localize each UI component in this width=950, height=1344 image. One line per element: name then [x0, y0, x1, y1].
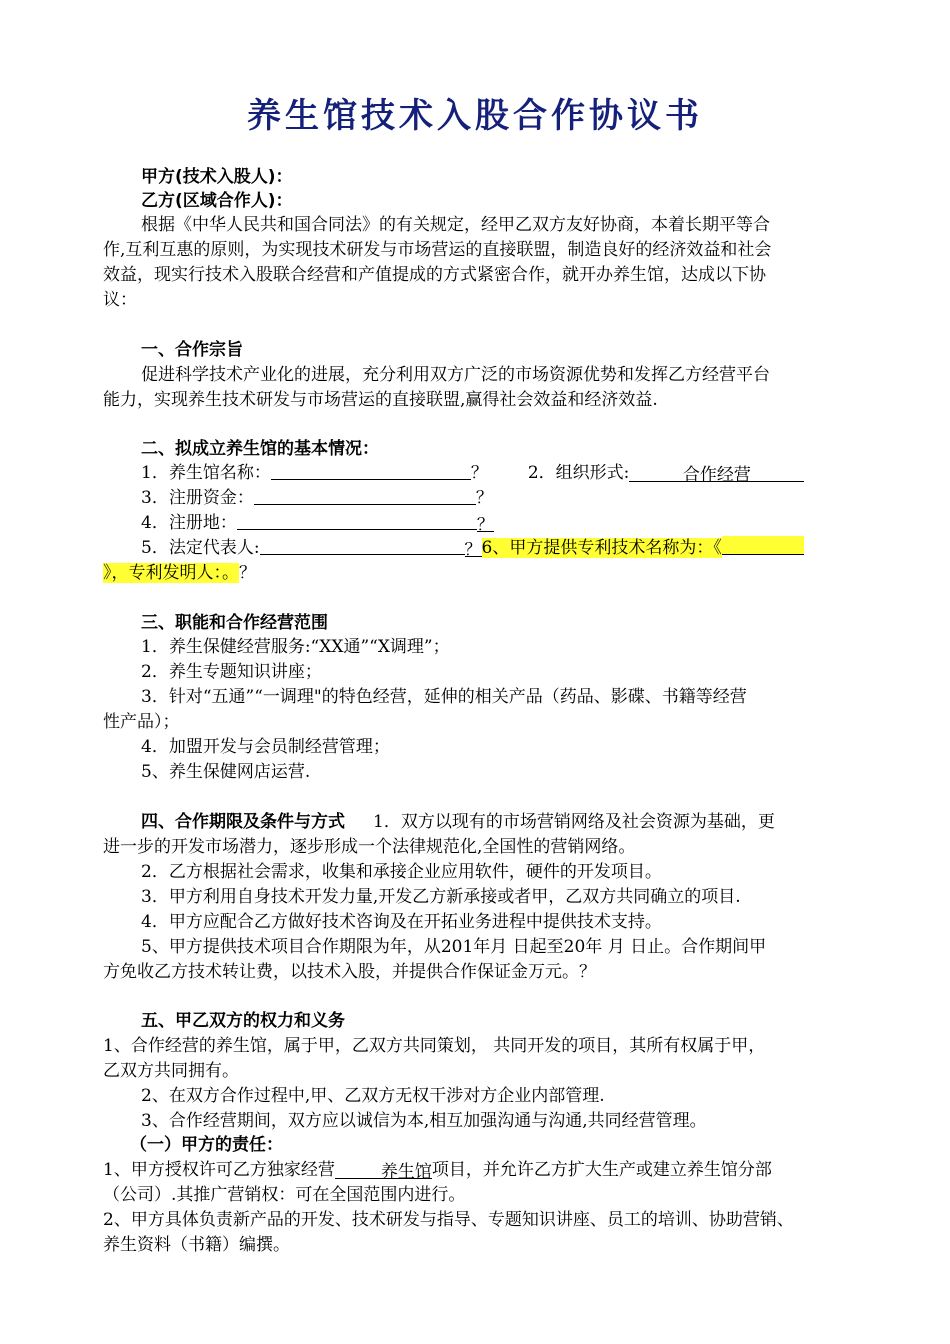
section-3-heading: 三、职能和合作经营范围: [141, 613, 328, 633]
section-2-heading: 二、拟成立养生馆的基本情况：: [141, 439, 379, 459]
field-mark: ？: [475, 488, 493, 508]
section-4-heading: 四、合作期限及条件与方式: [141, 812, 345, 832]
section-4-line: 方免收乙方技术转让费，以技术入股，并提供合作保证金万元。？: [103, 962, 596, 982]
field-inventor: [103, 561, 863, 585]
section-5-line: 乙双方共同拥有。: [103, 1061, 239, 1081]
section-3-line: 2．养生专题知识讲座；: [141, 662, 322, 682]
section-5-line: 3、合作经营期间，双方应以诚信为本,相互加强沟通与沟通,共同经营管理。: [141, 1111, 707, 1131]
intro-line: 效益，现实行技术入股联合经营和产值提成的方式紧密合作，就开办养生馆，达成以下协: [103, 265, 766, 285]
section-4-line: 1．双方以现有的市场营销网络及社会资源为基础，更: [373, 812, 775, 832]
section-4-line: 3．甲方利用自身技术开发力量,开发乙方新承接或者甲，乙双方共同确立的项目.: [141, 887, 741, 907]
field-address: [141, 511, 901, 535]
blank-line: [254, 486, 476, 505]
blank-line: [260, 536, 465, 555]
field-mark: ？: [464, 540, 482, 560]
section-1-line: 促进科学技术产业化的进展，充分利用双方广泛的市场资源优势和发挥乙方经营平台: [141, 365, 770, 385]
section-4-line: 进一步的开发市场潜力，逐步形成一个法律规范化,全国性的营销网络。: [103, 837, 636, 857]
intro-line: 根据《中华人民共和国合同法》的有关规定，经甲乙双方友好协商，本着长期平等合: [141, 215, 770, 235]
field-label: 5．法定代表人:: [141, 538, 260, 558]
section-4-line: 4．甲方应配合乙方做好技术咨询及在开拓业务进程中提供技术支持。: [141, 912, 662, 932]
field-label: 3．注册资金：: [141, 488, 254, 508]
section-3-line: 性产品）；: [103, 712, 180, 732]
field-mark: ？: [239, 563, 256, 583]
field-label: 2．组织形式:: [527, 463, 630, 483]
section-5-heading: 五、甲乙双方的权力和义务: [141, 1011, 345, 1031]
duty-line: 养生资料（书籍）编撰。: [103, 1235, 290, 1255]
section-5-line: 1、合作经营的养生馆，属于甲，乙双方共同策划， 共同开发的项目，其所有权属于甲，: [103, 1036, 766, 1056]
field-capital: [141, 486, 901, 510]
section-1-heading: 一、合作宗旨: [141, 340, 243, 360]
duty-line: 2、甲方具体负责新产品的开发、技术研发与指导、专题知识讲座、员工的培训、协助营销、: [103, 1210, 794, 1230]
section-3-line: 4．加盟开发与会员制经营管理；: [141, 737, 390, 757]
section-5-line: 2、在双方合作过程中,甲、乙双方无权干涉对方企业内部管理.: [141, 1086, 605, 1106]
section-3-line: 1．养生保健经营服务:“XX通”“X调理”；: [141, 637, 450, 657]
duty-line: （公司）.其推广营销权：可在全国范围内进行。: [103, 1185, 466, 1205]
party-a-duties-heading: （一）甲方的责任：: [130, 1135, 283, 1155]
blank-line: [722, 536, 804, 555]
section-1-line: 能力，实现养生技术研发与市场营运的直接联盟,赢得社会效益和经济效益.: [103, 390, 658, 410]
field-patent-name: 6、甲方提供专利技术名称为：《: [481, 538, 722, 558]
section-3-line: 3．针对“五通”“一调理"的特色经营，延伸的相关产品（药品、影碟、书籍等经营: [141, 687, 747, 707]
blank-line: [271, 461, 471, 480]
intro-line: 议：: [103, 290, 137, 310]
field-mark: ？: [476, 515, 494, 535]
party-a-label: 甲方(技术入股人)：: [141, 167, 293, 187]
org-form-value: 合作经营: [629, 463, 804, 482]
field-mark: ？: [470, 463, 488, 483]
duty-line: 1、甲方授权许可乙方独家经营 养生馆项目，并允许乙方扩大生产或建立养生馆分部: [103, 1160, 772, 1182]
section-4-first-line: [141, 810, 901, 834]
field-representative: [141, 536, 901, 560]
intro-line: 作,互利互惠的原则，为实现技术研发与市场营运的直接联盟，制造良好的经济效益和社会: [103, 240, 772, 260]
blank-line: [237, 511, 477, 530]
document-title: 养生馆技术入股合作协议书: [247, 96, 703, 136]
section-4-line: 2．乙方根据社会需求，收集和承接企业应用软件，硬件的开发项目。: [141, 862, 662, 882]
field-label: 1．养生馆名称：: [141, 463, 271, 483]
field-label: 4．注册地：: [141, 513, 237, 533]
field-inventor-label: 》，专利发明人：。: [103, 563, 239, 583]
section-3-line: 5、养生保健网店运营.: [141, 762, 311, 782]
field-hall-name: [141, 461, 901, 485]
underlined-value: 养生馆: [335, 1160, 432, 1179]
section-4-line: 5、甲方提供技术项目合作期限为年，从201年月 日起至20年 月 日止。合作期间甲: [141, 937, 767, 957]
party-b-label: 乙方(区域合作人)：: [141, 191, 293, 211]
